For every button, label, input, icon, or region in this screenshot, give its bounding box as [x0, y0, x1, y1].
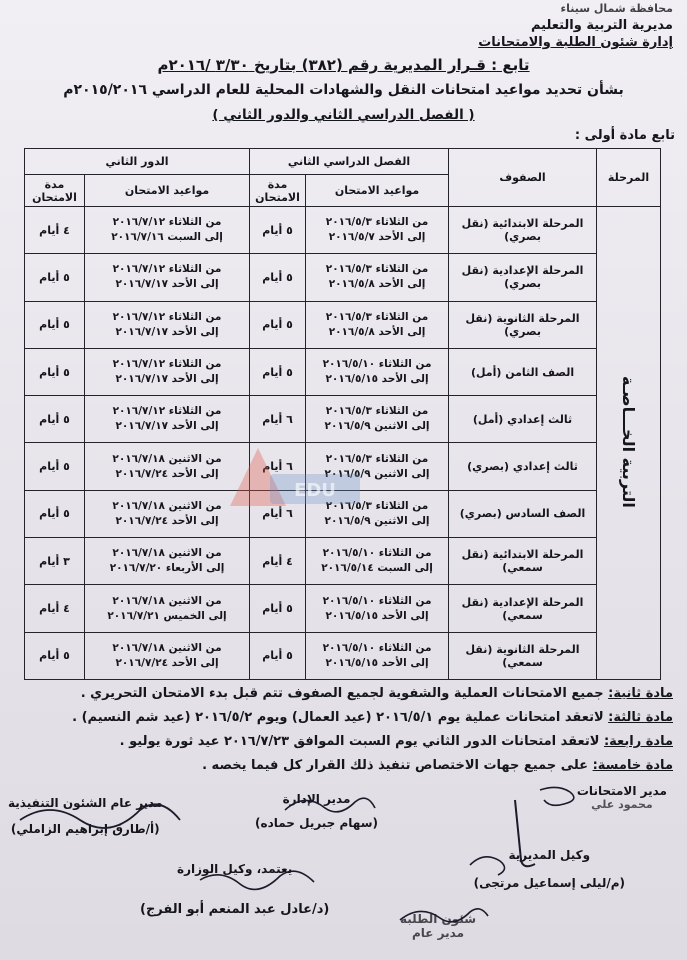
- decision-title: تابع : قـرار المديرية رقم (٣٨٢) بتاريخ ٣/٣٠ /٢٠١٦م: [157, 56, 530, 74]
- term-duration-cell: ٥ أيام: [250, 301, 306, 348]
- governorate-line: محافظة شمال سيناء: [560, 2, 673, 15]
- round-dates-cell: من الاثنين ٢٠١٦/٧/١٨ إلى الأحد ٢٠١٦/٧/٢٤: [85, 490, 250, 537]
- decision-subject: بشأن تحديد مواعيد امتحانات النقل والشهادات المحلية للعام الدراسي ٢٠١٥/٢٠١٦م: [63, 82, 624, 98]
- watermark-logo: [200, 436, 370, 516]
- continuation-label: تابع مادة أولى :: [574, 128, 675, 143]
- round-duration-cell: ٥ أيام: [25, 348, 85, 395]
- term2-dates-header: مواعيد الامتحان: [306, 175, 449, 207]
- round-dates-cell: من الاثنين ٢٠١٦/٧/١٨ إلى الأربعاء ٢٠١٦/٧/٢٠: [85, 538, 250, 585]
- term-duration-cell: ٥ أيام: [250, 585, 306, 632]
- deputy-signature: وكيل المديرية (م/ليلى إسماعيل مرتجى): [473, 848, 625, 890]
- article-3: مادة ثالثة: لاتعقد امتحانات عملية يوم ٢٠١٦/٥/١ (عيد العمال) ويوم ٢٠١٦/٥/٢ (عيد شم النسيم) .: [72, 710, 673, 725]
- round-duration-cell: ٥ أيام: [25, 254, 85, 301]
- round-duration-cell: ٣ أيام: [25, 538, 85, 585]
- term-dates-cell: من الثلاثاء ٢٠١٦/٥/٣ إلى الاثنين ٢٠١٦/٥/٩: [306, 443, 449, 490]
- term-duration-cell: ٦ أيام: [250, 396, 306, 443]
- round2-header: الدور الثاني: [25, 149, 250, 175]
- grade-cell: الصف الثامن (أمل): [449, 348, 597, 395]
- admin-director-signature: مدير الإدارة (سهام جبريل حماده): [255, 792, 379, 830]
- round-dates-cell: من الثلاثاء ٢٠١٦/٧/١٢ إلى الأحد ٢٠١٦/٧/١٧: [85, 348, 250, 395]
- round-duration-cell: ٤ أيام: [25, 207, 85, 254]
- exam-schedule-table: [24, 148, 661, 680]
- grade-cell: المرحلة الابتدائية (نقل بصري): [449, 207, 597, 254]
- round-duration-cell: ٤ أيام: [25, 585, 85, 632]
- grade-cell: المرحلة الابتدائية (نقل سمعي): [449, 538, 597, 585]
- article-2: مادة ثانية: جميع الامتحانات العملية والشفوية لجميع الصفوف تتم قبل بدء الامتحان التحريري .: [80, 686, 673, 701]
- round-duration-cell: ٥ أيام: [25, 396, 85, 443]
- round-duration-cell: ٥ أيام: [25, 443, 85, 490]
- term-duration-cell: ٥ أيام: [250, 254, 306, 301]
- round-duration-cell: ٥ أيام: [25, 632, 85, 679]
- exams-director-signature: مدير الامتحانات محمود علي: [576, 784, 667, 811]
- table-row: [25, 301, 661, 348]
- term-dates-cell: من الثلاثاء ٢٠١٦/٥/١٠ إلى الأحد ٢٠١٦/٥/١٥: [306, 632, 449, 679]
- table-row: [25, 254, 661, 301]
- grade-cell: ثالث إعدادي (أمل): [449, 396, 597, 443]
- round-dates-cell: من الثلاثاء ٢٠١٦/٧/١٢ إلى الأحد ٢٠١٦/٧/١٧: [85, 254, 250, 301]
- term-duration-cell: ٤ أيام: [250, 538, 306, 585]
- round-dates-cell: من الثلاثاء ٢٠١٦/٧/١٢ إلى الأحد ٢٠١٦/٧/١٧: [85, 396, 250, 443]
- approval-signature: يعتمد، وكيل الوزارة (د/عادل عبد المنعم أبو الفرج): [140, 862, 330, 917]
- term-duration-cell: ٥ أيام: [250, 207, 306, 254]
- table-row: [25, 348, 661, 395]
- directorate-line: مديرية التربية والتعليم: [530, 18, 673, 33]
- grades-header: الصفوف: [449, 149, 597, 207]
- term-duration-cell: ٥ أيام: [250, 632, 306, 679]
- term-dates-cell: من الثلاثاء ٢٠١٦/٥/١٠ إلى السبت ٢٠١٦/٥/١٤: [306, 538, 449, 585]
- term-dates-cell: من الثلاثاء ٢٠١٦/٥/٣ إلى الاثنين ٢٠١٦/٥/٩: [306, 490, 449, 537]
- round-dates-cell: من الثلاثاء ٢٠١٦/٧/١٢ إلى السبت ٢٠١٦/٧/١٦: [85, 207, 250, 254]
- term-dates-cell: من الثلاثاء ٢٠١٦/٥/١٠ إلى الأحد ٢٠١٦/٥/١٥: [306, 585, 449, 632]
- term-dates-cell: من الثلاثاء ٢٠١٦/٥/٣ إلى الأحد ٢٠١٦/٥/٨: [306, 254, 449, 301]
- term2-duration-header: مدة الامتحان: [250, 175, 306, 207]
- term-duration-cell: ٦ أيام: [250, 443, 306, 490]
- bottom-signature-note: شئون الطلبة مدير عام: [400, 912, 477, 940]
- ministry-header: [373, 0, 673, 51]
- round-duration-cell: ٥ أيام: [25, 301, 85, 348]
- table-row: [25, 632, 661, 679]
- grade-cell: ثالث إعدادي (بصري): [449, 443, 597, 490]
- term-dates-cell: من الثلاثاء ٢٠١٦/٥/٣ إلى الاثنين ٢٠١٦/٥/٩: [306, 396, 449, 443]
- term-dates-cell: من الثلاثاء ٢٠١٦/٥/٣ إلى الأحد ٢٠١٦/٥/٨: [306, 301, 449, 348]
- term-dates-cell: من الثلاثاء ٢٠١٦/٥/٣ إلى الأحد ٢٠١٦/٥/٧: [306, 207, 449, 254]
- grade-cell: الصف السادس (بصري): [449, 490, 597, 537]
- grade-cell: المرحلة الثانوية (نقل بصري): [449, 301, 597, 348]
- watermark-text: EDU: [294, 480, 336, 501]
- term-title: ( الفصل الدراسي الثاني والدور الثاني ): [212, 107, 475, 123]
- round-dates-cell: من الاثنين ٢٠١٦/٧/١٨ إلى الخميس ٢٠١٦/٧/٢١: [85, 585, 250, 632]
- article-5: مادة خامسة: على جميع جهات الاختصاص تنفيذ ذلك القرار كل فيما يخصه .: [202, 758, 673, 773]
- grade-cell: المرحلة الثانوية (نقل سمعي): [449, 632, 597, 679]
- round-duration-cell: ٥ أيام: [25, 490, 85, 537]
- stage-name: التربية الخـــاصـة: [619, 375, 639, 508]
- round-dates-cell: من الاثنين ٢٠١٦/٧/١٨ إلى الأحد ٢٠١٦/٧/٢٤: [85, 443, 250, 490]
- term-dates-cell: من الثلاثاء ٢٠١٦/٥/١٠ إلى الأحد ٢٠١٦/٥/١٥: [306, 348, 449, 395]
- table-row: [25, 585, 661, 632]
- round2-duration-header: مدة الامتحان: [25, 175, 85, 207]
- table-row: [25, 207, 661, 254]
- table-row: [25, 538, 661, 585]
- exec-director-signature: مدير عام الشئون التنفيذية (أ/طارق إبراهيم الزاملي): [8, 796, 163, 836]
- round-dates-cell: من الثلاثاء ٢٠١٦/٧/١٢ إلى الأحد ٢٠١٦/٧/١٧: [85, 301, 250, 348]
- term2-header: الفصل الدراسي الثاني: [250, 149, 449, 175]
- stage-cell: [597, 207, 661, 680]
- department-line: إدارة شئون الطلبة والامتحانات: [478, 35, 673, 50]
- grade-cell: المرحلة الإعدادية (نقل بصري): [449, 254, 597, 301]
- grade-cell: المرحلة الإعدادية (نقل سمعي): [449, 585, 597, 632]
- round2-dates-header: مواعيد الامتحان: [85, 175, 250, 207]
- round-dates-cell: من الاثنين ٢٠١٦/٧/١٨ إلى الأحد ٢٠١٦/٧/٢٤: [85, 632, 250, 679]
- stage-header: المرحلة: [597, 149, 661, 207]
- article-4: مادة رابعة: لاتعقد امتحانات الدور الثاني يوم السبت الموافق ٢٠١٦/٧/٢٣ عيد ثورة يوليو .: [119, 734, 673, 749]
- term-duration-cell: ٥ أيام: [250, 348, 306, 395]
- term-duration-cell: ٦ أيام: [250, 490, 306, 537]
